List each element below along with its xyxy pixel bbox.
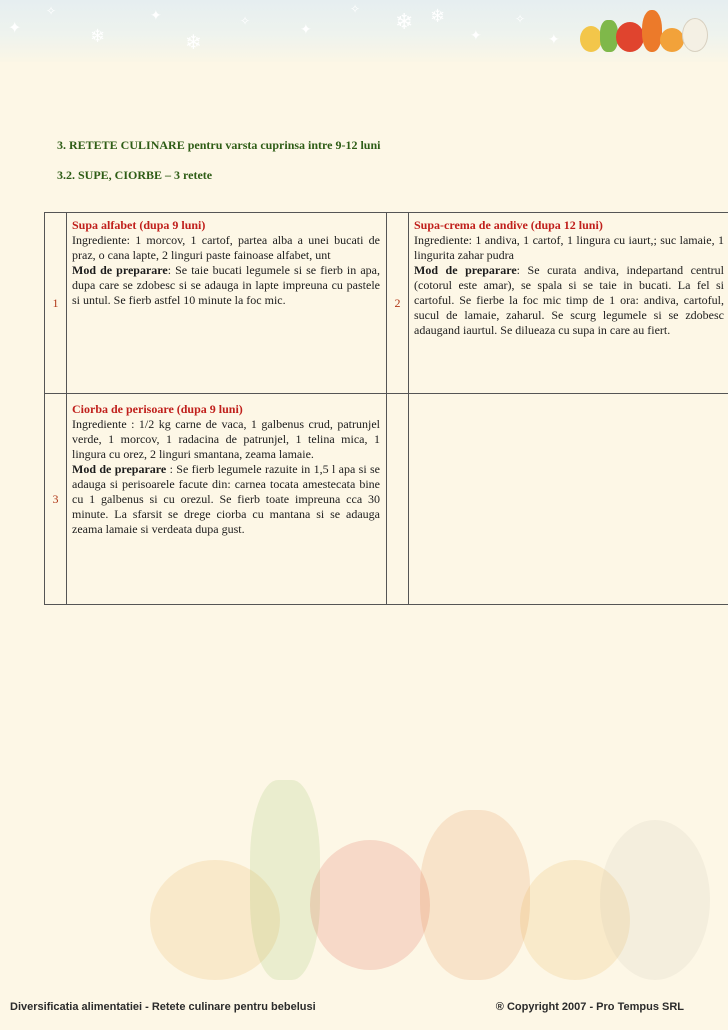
vegetable-characters-icon (574, 4, 724, 60)
method-text: : Se curata andiva, indepartand centrul (cotorul este amar), se spala si se taie in bucati. La fel si cartoful. Se fierbe la foc mic timp de 1 ora: andiva, cartoful, sucul de lamaie, zaharul. Se scurg legumele si se zdobesc adaugand iaurtul. Se dilueaza cu supa in care au fiert. (414, 263, 725, 337)
recipe-cell (409, 213, 728, 394)
star-icon: ✦ (300, 22, 312, 38)
recipes-table (44, 212, 728, 605)
star-icon: ✦ (150, 8, 162, 24)
page-footer (0, 994, 728, 1022)
recipe-number: 3 (45, 394, 67, 605)
method-label: Mod de preparare (72, 462, 167, 476)
footer-title: Diversificatia alimentatiei - Retete culinare pentru bebelusi (10, 1001, 316, 1013)
recipe-ingredients: Ingrediente: 1 andiva, 1 cartof, 1 lingura cu iaurt,; suc lamaie, 1 lingurita zahar pudra (414, 233, 724, 262)
method-label: Mod de preparare (72, 263, 168, 277)
method-text: : Se taie bucati legumele si se fierb in apa, dupa care se zdobesc si se adauga in lapte impreuna cu pastele si untul. Se fierb astfel 10 minute la foc mic. (72, 263, 380, 307)
header-decoration-band (0, 0, 728, 62)
recipe-method (72, 462, 380, 537)
recipe-method (414, 263, 724, 338)
star-icon: ❄ (90, 26, 106, 47)
recipe-ingredients: Ingrediente: 1 morcov, 1 cartof, partea alba a unei bucati de praz, o cana lapte, 2 linguri paste fainoase alfabet, unt (72, 233, 380, 262)
recipe-number: 2 (387, 213, 409, 394)
empty-number-cell (387, 394, 409, 605)
star-icon: ❄ (395, 10, 414, 35)
recipe-number: 1 (45, 213, 67, 394)
subsection-heading: 3.2. SUPE, CIORBE – 3 retete (57, 168, 213, 182)
star-icon: ✦ (470, 28, 482, 44)
section-heading: 3. RETETE CULINARE pentru varsta cuprinsa intre 9-12 luni (57, 138, 381, 152)
star-icon: ✦ (8, 18, 22, 37)
recipe-ingredients: Ingrediente : 1/2 kg carne de vaca, 1 galbenus crud, patrunjel verde, 1 morcov, 1 radacina de patrunjel, 1 telina mica, 1 lingura cu orez, 2 linguri smantana, zeama lamaie. (72, 417, 380, 461)
recipe-title: Supa alfabet (dupa 9 luni) (72, 218, 206, 232)
star-icon: ✧ (350, 2, 361, 16)
empty-recipe-cell (409, 394, 728, 605)
star-icon: ❄ (185, 30, 202, 54)
footer-copyright: ® Copyright 2007 - Pro Tempus SRL (495, 1001, 684, 1013)
star-icon: ✦ (548, 32, 560, 48)
recipe-method (72, 263, 380, 308)
recipe-cell (67, 394, 387, 605)
method-text: : Se fierb legumele razuite in 1,5 l apa si se adauga si perisoarele facute din: carnea tocata amestecata bine cu 1 galbenus si cu orezul. Se fierb toate impreuna cca 30 minute. La sfarsit se drege ciorba cu mantana si se adauga zeama lamaie si verdeata dupa gust. (72, 462, 381, 536)
recipe-cell (67, 213, 387, 394)
recipe-title: Supa-crema de andive (dupa 12 luni) (414, 218, 603, 232)
table-row (45, 394, 728, 605)
method-label: Mod de preparare (414, 263, 517, 277)
recipe-title: Ciorba de perisoare (dupa 9 luni) (72, 402, 243, 416)
star-icon: ✧ (240, 14, 251, 28)
star-icon: ✧ (46, 4, 57, 18)
star-icon: ❄ (430, 6, 446, 27)
table-row (45, 213, 728, 394)
star-icon: ✧ (515, 12, 526, 26)
